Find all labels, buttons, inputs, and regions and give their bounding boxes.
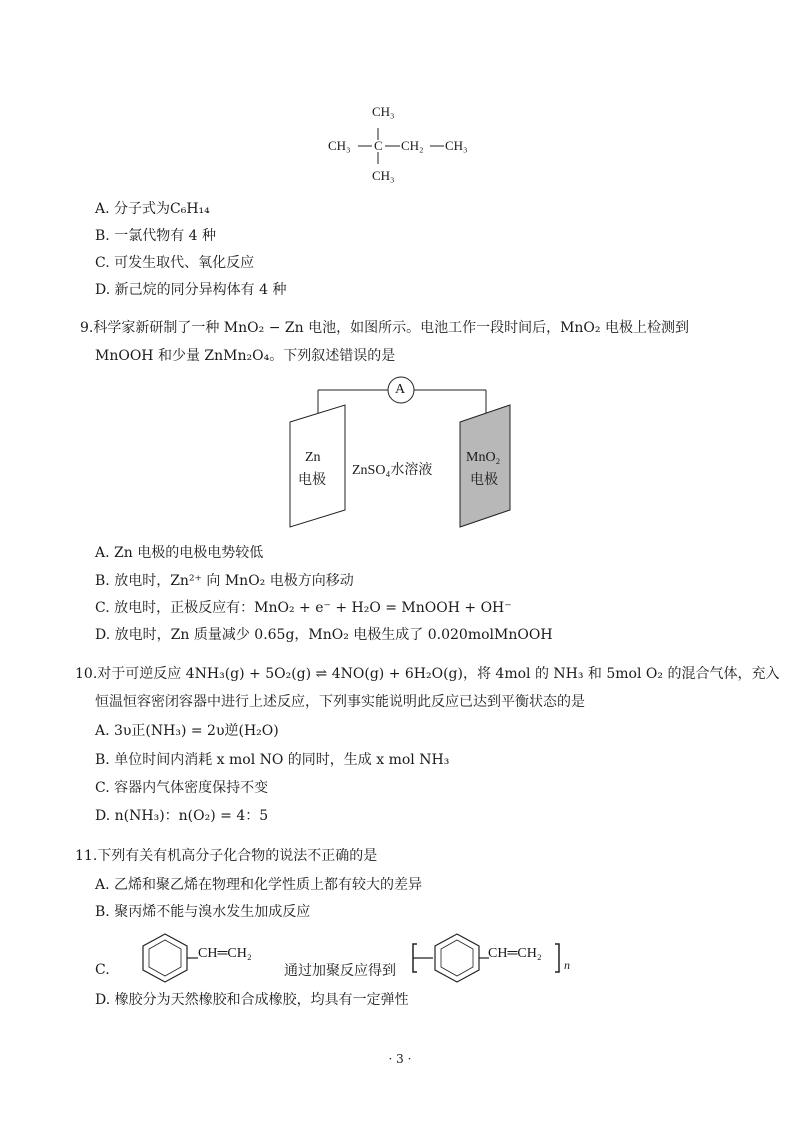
- q10-option-c: C. 容器内气体密度保持不变: [95, 780, 269, 796]
- mno2-electrode-label1: MnO₂: [466, 450, 501, 465]
- q10-option-a: A. 3υ正(NH₃) = 2υ逆(H₂O): [95, 723, 279, 739]
- q10-option-d: D. n(NH₃)：n(O₂) = 4：5: [95, 808, 269, 824]
- struct-end: CH₃: [445, 138, 468, 153]
- q9-stem-line1: 9.科学家新研制了一种 MnO₂ − Zn 电池，如图所示。电池工作一段时间后，MnO₂ 电极上检测到: [80, 320, 689, 336]
- struct-center: C: [374, 138, 383, 153]
- q11-option-a: A. 乙烯和聚乙烯在物理和化学性质上都有较大的差异: [95, 877, 423, 893]
- monomer-vinyl-group: CH═CH₂: [198, 946, 252, 961]
- struct-bottom: CH₃: [372, 168, 395, 183]
- q11-stem: 11.下列有关有机高分子化合物的说法不正确的是: [75, 848, 378, 864]
- q10-stem-line2: 恒温恒容密闭容器中进行上述反应，下列事实能说明此反应已达到平衡状态的是: [95, 694, 585, 710]
- mno2-electrode-label2: 电极: [470, 473, 498, 488]
- page-number: · 3 ·: [388, 1052, 412, 1066]
- ammeter-label: A: [395, 382, 406, 397]
- q11-option-b: B. 聚丙烯不能与溴水发生加成反应: [95, 904, 311, 920]
- q9-option-a: A. Zn 电极的电极电势较低: [95, 545, 264, 561]
- q9-option-d: D. 放电时，Zn 质量减少 0.65g，MnO₂ 电极生成了 0.020molMnOOH: [95, 627, 553, 643]
- struct-right: CH₂: [401, 138, 424, 153]
- struct-top: CH₃: [372, 104, 395, 119]
- q9-option-b: B. 放电时，Zn²⁺ 向 MnO₂ 电极方向移动: [95, 573, 354, 589]
- q10-stem-line1: 10.对于可逆反应 4NH₃(g) + 5O₂(g) ⇌ 4NO(g) + 6H₂O(g)，将 4mol 的 NH₃ 和 5mol O₂ 的混合气体，充入: [75, 666, 780, 682]
- benzene-ring-icon: [130, 928, 200, 988]
- struct-left: CH₃: [328, 138, 351, 153]
- solution-label: ZnSO₄水溶液: [352, 463, 433, 478]
- q10-option-b: B. 单位时间内消耗 x mol NO 的同时，生成 x mol NH₃: [95, 752, 450, 768]
- q11-option-c-text: 通过加聚反应得到: [284, 963, 396, 979]
- zn-electrode-label2: 电极: [298, 473, 326, 488]
- q8-option-c: C. 可发生取代、氧化反应: [95, 255, 255, 271]
- zn-electrode-label1: Zn: [305, 450, 321, 465]
- q11-option-c-label: C.: [95, 962, 110, 978]
- q9-stem-line2: MnOOH 和少量 ZnMn₂O₄。下列叙述错误的是: [95, 348, 396, 364]
- q8-option-a: A. 分子式为C₆H₁₄: [95, 201, 210, 217]
- q11-option-d: D. 橡胶分为天然橡胶和合成橡胶，均具有一定弹性: [95, 992, 409, 1008]
- q8-option-d: D. 新己烷的同分异构体有 4 种: [95, 282, 287, 298]
- polymer-vinyl-group: CH═CH₂: [488, 946, 542, 961]
- q9-option-c: C. 放电时，正极反应有：MnO₂ + e⁻ + H₂O = MnOOH + OH⁻: [95, 600, 512, 616]
- q8-option-b: B. 一氯代物有 4 种: [95, 228, 217, 244]
- polymer-n-subscript: n: [564, 958, 570, 972]
